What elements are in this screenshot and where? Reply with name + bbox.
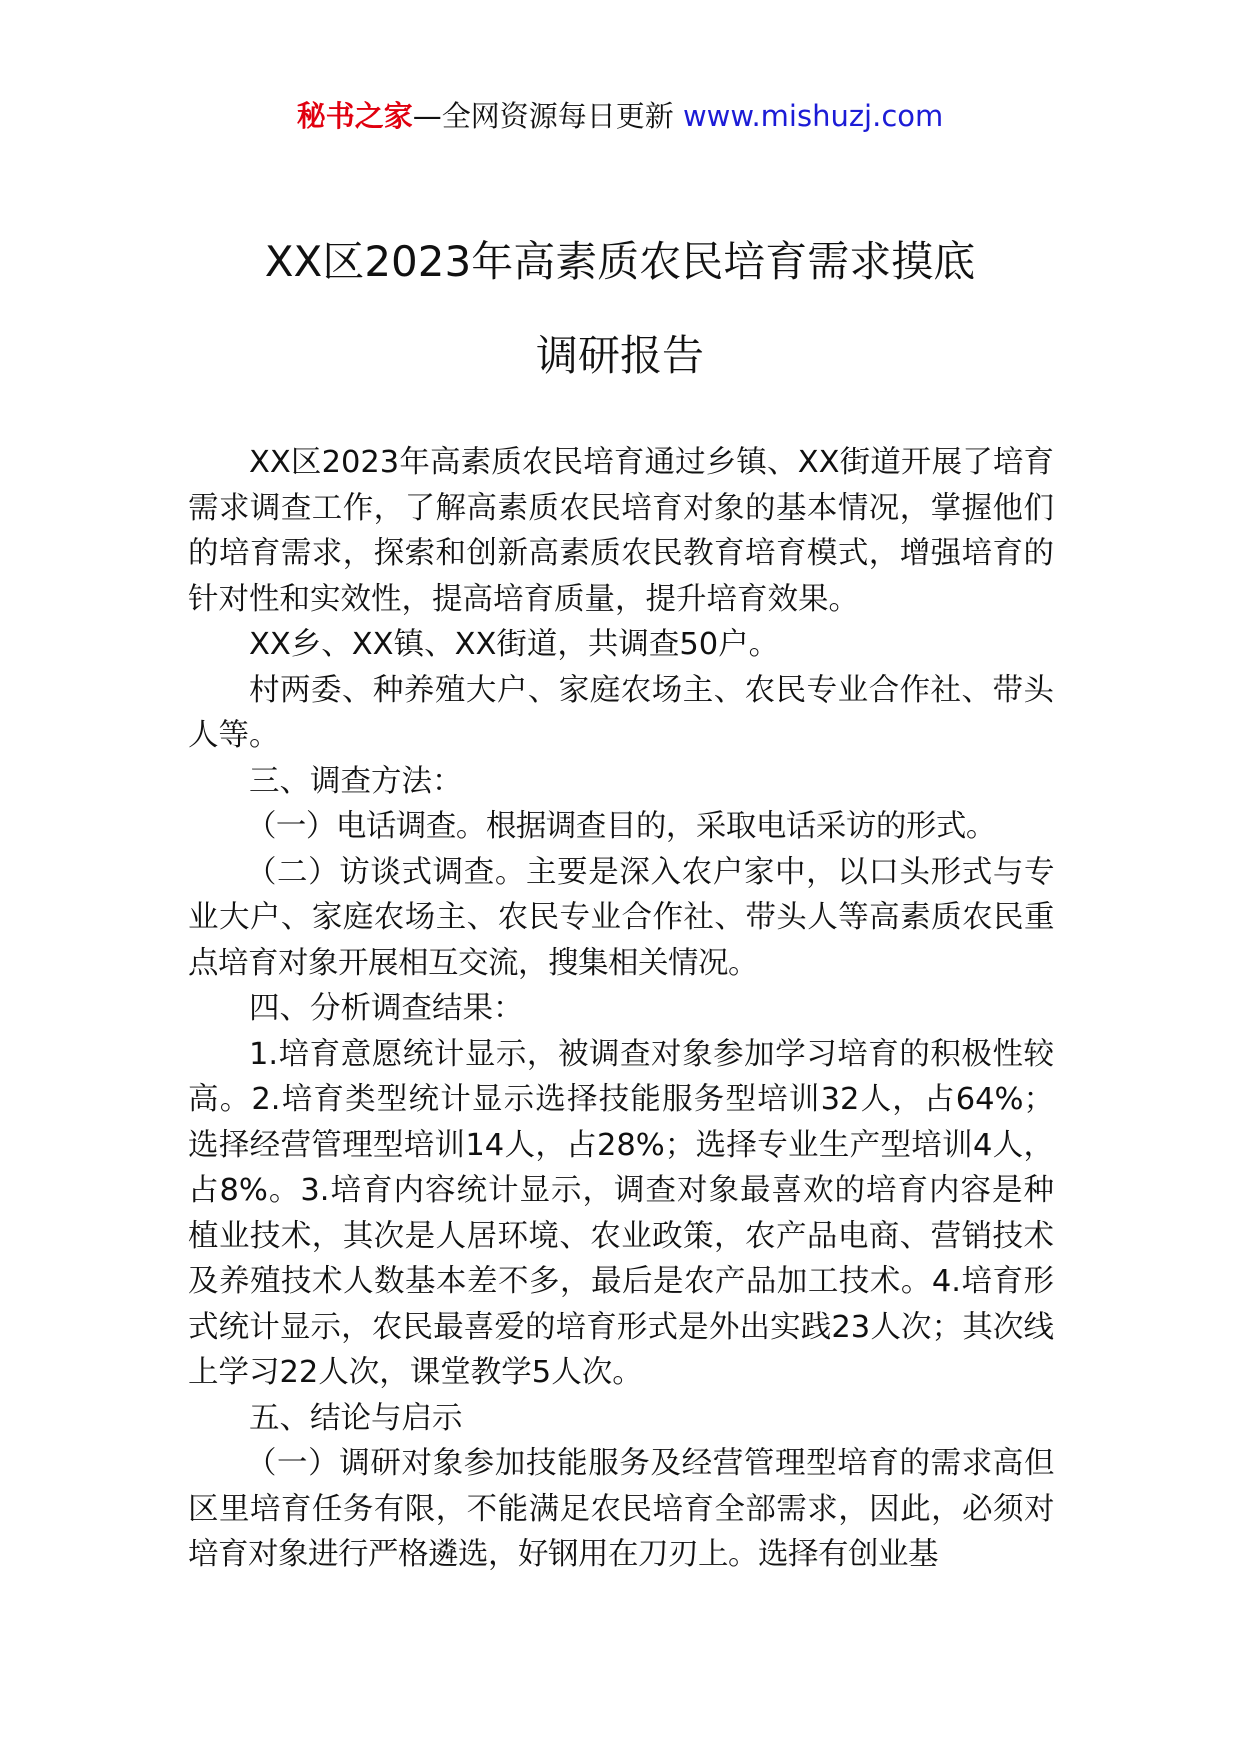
brand-name: 秘书之家 [296,99,413,133]
site-url-link[interactable]: www.mishuzj.com [682,99,944,133]
section-heading-conclusions: 五、结论与启示 [249,1400,463,1436]
paragraph-scope: XX乡、XX镇、XX街道，共调查50户。 [249,627,780,662]
paragraph-method-interview: （二）访谈式调查。主要是深入农户家中，以口头形式与专业大户、家庭农场主、农民专业合作社、带头人等高素质农民重点培育对象开展相互交流，搜集相关情况。 [188,854,1054,981]
document-body [188,440,1054,1578]
document-title-line-1: XX区2023年高素质农民培育需求摸底 [264,237,976,286]
paragraph-intro: XX区2023年高素质农民培育通过乡镇、XX街道开展了培育需求调查工作，了解高素质农民培育对象的基本情况，掌握他们的培育需求，探索和创新高素质农民教育培育模式，增强培育的针对性和实效性，提高培育质量，提升培育效果。 [188,445,1054,617]
section-heading-methods: 三、调查方法： [249,763,463,799]
paragraph-conclusion-1: （一）调研对象参加技能服务及经营管理型培育的需求高但区里培育任务有限，不能满足农民培育全部需求，因此，必须对培育对象进行严格遴选，好钢用在刀刃上。选择有创业基 [188,1446,1054,1572]
document-title-line-2: 调研报告 [535,331,704,380]
paragraph-method-phone: （一）电话调查。根据调查目的，采取电话采访的形式。 [245,809,996,844]
paragraph-subjects: 村两委、种养殖大户、家庭农场主、农民专业合作社、带头人等。 [188,672,1054,753]
site-header [0,96,1240,136]
section-heading-results: 四、分析调查结果： [249,991,524,1026]
paragraph-results: 1.培育意愿统计显示，被调查对象参加学习培育的积极性较高。2.培育类型统计显示选择技能服务型培训32人，占64%；选择经营管理型培训14人，占28%；选择专业生产型培训4人，占8%。3.培育内容统计显示，调查对象最喜欢的培育内容是种植业技术，其次是人居环境、农业政策，农产品电商、营销技术及养殖技术人数基本差不多，最后是农产品加工技术。4.培育形式统计显示，农民最喜爱的培育形式是外出实践23人次；其次线上学习22人次，课堂教学5人次。 [188,1036,1054,1390]
header-tagline: —全网资源每日更新 [412,99,683,133]
